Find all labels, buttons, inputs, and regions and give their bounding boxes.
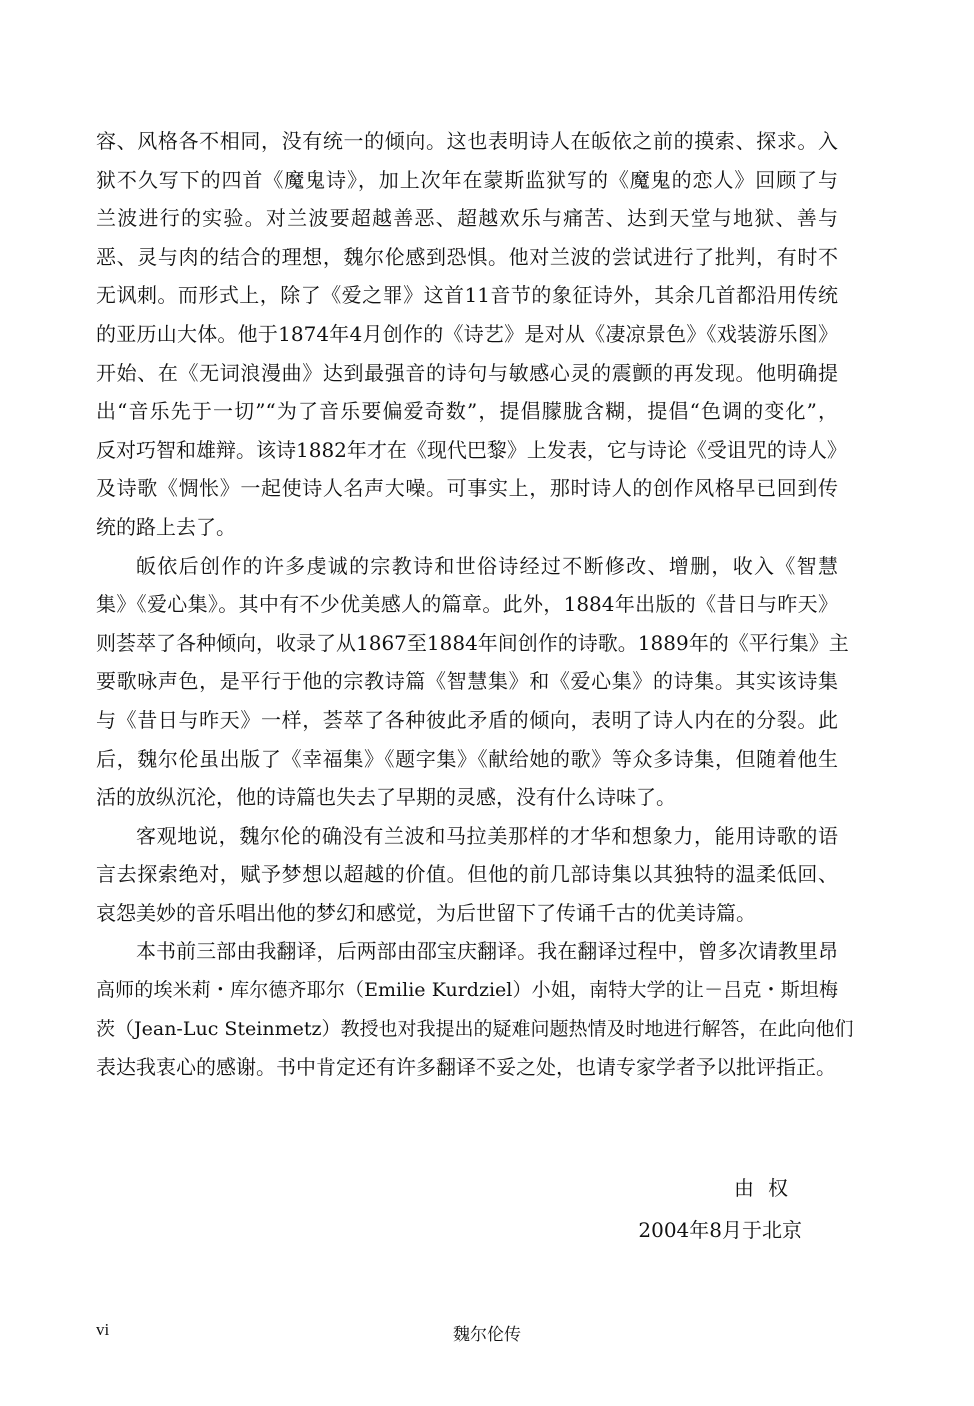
text-line: 的亚历山大体。他于1874年4月创作的《诗艺》是对从《凄凉景色》《戏装游乐图》 <box>96 321 838 346</box>
text-line: 与《昔日与昨天》一样，荟萃了各种彼此矛盾的倾向，表明了诗人内在的分裂。此 <box>96 707 838 732</box>
text-line: 要歌咏声色，是平行于他的宗教诗篇《智慧集》和《爱心集》的诗集。其实该诗集 <box>96 669 838 694</box>
text-line: 则荟萃了各种倾向，收录了从1867至1884年间创作的诗歌。1889年的《平行集》主 <box>96 630 849 655</box>
running-title: 魏尔伦传 <box>453 1325 521 1345</box>
date-place: 2004年8月于北京 <box>638 1218 802 1242</box>
paragraph-3 <box>96 817 838 933</box>
text-line: 哀怨美妙的音乐唱出他的梦幻和感觉，为后世留下了传诵千古的优美诗篇。 <box>96 900 756 925</box>
page-number: vi <box>96 1320 110 1339</box>
text-line: 反对巧智和雄辩。该诗1882年才在《现代巴黎》上发表，它与诗论《受诅咒的诗人》 <box>96 437 847 462</box>
text-line: 恶、灵与肉的结合的理想，魏尔伦感到恐惧。他对兰波的尝试进行了批判，有时不 <box>96 244 838 269</box>
text-line: 出“音乐先于一切”“为了音乐要偏爱奇数”，提倡朦胧含糊，提倡“色调的变化”， <box>96 399 838 424</box>
paragraph-1 <box>96 122 847 547</box>
text-line: 皈依后创作的许多虔诚的宗教诗和世俗诗经过不断修改、增删，收入《智慧 <box>136 553 838 578</box>
text-line: 高师的埃米莉・库尔德齐耶尔（Emilie Kurdziel）小姐，南特大学的让－吕克・斯坦梅 <box>96 979 838 1002</box>
text-line: 及诗歌《惆怅》一起使诗人名声大噪。可事实上，那时诗人的创作风格早已回到传 <box>96 476 838 501</box>
text-line: 容、风格各不相同，没有统一的倾向。这也表明诗人在皈依之前的摸索、探求。入 <box>96 129 838 153</box>
text-line: 表达我衷心的感谢。书中肯定还有许多翻译不妥之处，也请专家学者予以批评指正。 <box>96 1055 836 1080</box>
text-line: 统的路上去了。 <box>96 514 236 539</box>
author-signature: 由权 <box>734 1176 802 1200</box>
text-line: 本书前三部由我翻译，后两部由邵宝庆翻译。我在翻译过程中，曾多次请教里昂 <box>136 939 838 964</box>
text-line: 开始、在《无词浪漫曲》达到最强音的诗句与敏感心灵的震颤的再发现。他明确提 <box>96 360 838 385</box>
text-line: 集》《爱心集》。其中有不少优美感人的篇章。此外，1884年出版的《昔日与昨天》 <box>96 592 838 617</box>
text-line: 客观地说，魏尔伦的确没有兰波和马拉美那样的才华和想象力，能用诗歌的语 <box>136 823 838 848</box>
paragraph-4 <box>96 932 854 1086</box>
text-line: 茨（Jean-Luc Steinmetz）教授也对我提出的疑难问题热情及时地进行解答，在此向他们 <box>96 1017 854 1040</box>
text-line: 兰波进行的实验。对兰波要超越善恶、超越欢乐与痛苦、达到天堂与地狱、善与 <box>96 206 838 231</box>
text-line: 活的放纵沉沦，他的诗篇也失去了早期的灵感，没有什么诗味了。 <box>96 785 676 810</box>
text-line: 狱不久写下的四首《魔鬼诗》，加上次年在蒙斯监狱写的《魔鬼的恋人》回顾了与 <box>96 167 838 192</box>
paragraph-2 <box>96 547 849 817</box>
body-text <box>96 122 854 1087</box>
text-line: 后，魏尔伦虽出版了《幸福集》《题字集》《献给她的歌》等众多诗集，但随着他生 <box>96 746 838 771</box>
text-line: 无讽刺。而形式上，除了《爱之罪》这首11音节的象征诗外，其余几首都沿用传统 <box>96 283 838 308</box>
text-line: 言去探索绝对，赋予梦想以超越的价值。但他的前几部诗集以其独特的温柔低回、 <box>96 862 838 887</box>
